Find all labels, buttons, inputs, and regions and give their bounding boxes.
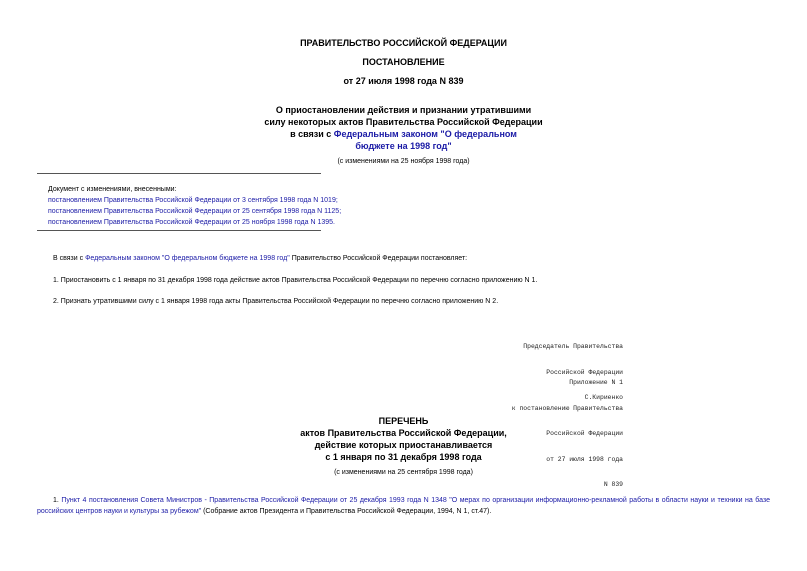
document-date-number: от 27 июля 1998 года N 839 <box>343 76 464 86</box>
title-line-1: О приостановлении действия и признании утратившими <box>275 105 532 115</box>
changes-intro: Документ с изменениями, внесенными: <box>48 186 177 193</box>
divider-bottom <box>37 230 321 231</box>
list-item-1-source: (Собрание актов Президента и Правительства Российской Федерации, 1994, N 1, ст.47). <box>201 508 492 515</box>
document-type: ПОСТАНОВЛЕНИЕ <box>362 57 445 67</box>
title-line-3 <box>0 128 807 140</box>
title-line-2: силу некоторых актов Правительства Российской Федерации <box>264 117 543 127</box>
amendment-link-1019[interactable]: постановлением Правительства Российской Федерации от 3 сентября 1998 года N 1019; <box>48 197 338 204</box>
list-title: ПЕРЕЧЕНЬ <box>378 416 429 426</box>
signature-country: Российской Федерации <box>546 368 623 376</box>
title-line-3-prefix: в связи с <box>290 129 334 139</box>
amendments-note: (с изменениями на 25 ноября 1998 года) <box>337 158 470 165</box>
appendix-doc-number: N 839 <box>603 481 623 488</box>
appendix-date: от 27 июля 1998 года <box>546 455 623 463</box>
appendix-to-resolution: к постановлению Правительства <box>511 404 623 412</box>
signature-position: Председатель Правительства <box>523 343 623 350</box>
preamble <box>53 253 467 264</box>
preamble-prefix: В связи с <box>53 255 86 262</box>
list-item-1-number: 1. <box>53 497 62 504</box>
government-heading: ПРАВИТЕЛЬСТВО РОССИЙСКОЙ ФЕДЕРАЦИИ <box>300 38 507 48</box>
federal-law-link[interactable]: Федеральным законом "О федеральном <box>333 129 517 139</box>
federal-law-link-continued[interactable]: бюджете на 1998 год" <box>355 141 452 151</box>
appendix-country: Российской Федерации <box>546 430 623 437</box>
amendment-link-1395[interactable]: постановлением Правительства Российской Федерации от 25 ноября 1998 года N 1395. <box>48 219 335 226</box>
resolution-item-1: 1. Приостановить с 1 января по 31 декабря 1998 года действие актов Правительства Российской Федерации по перечню согласно приложению N 1. <box>53 277 538 284</box>
list-subtitle-1: актов Правительства Российской Федерации, <box>300 428 507 438</box>
list-amendments-note: (с изменениями на 25 сентября 1998 года) <box>334 469 473 476</box>
title-line-4 <box>0 140 807 152</box>
preamble-suffix: Правительство Российской Федерации постановляет: <box>289 255 468 262</box>
appendix-number: Приложение N 1 <box>569 379 623 386</box>
resolution-item-2: 2. Признать утратившими силу с 1 января 1998 года акты Правительства Российской Федерации по перечню согласно приложению N 2. <box>53 298 499 305</box>
list-item-1 <box>37 495 770 517</box>
list-subtitle-2: действие которых приостанавливается <box>314 440 493 450</box>
preamble-law-link[interactable]: Федеральным законом "О федеральном бюджете на 1998 год" <box>85 255 290 262</box>
divider-top <box>37 173 321 174</box>
amendment-link-1125[interactable]: постановлением Правительства Российской Федерации от 25 сентября 1998 года N 1125; <box>48 208 342 215</box>
signature-name: С.Кириенко <box>584 394 623 401</box>
list-subtitle-3: с 1 января по 31 декабря 1998 года <box>325 452 482 462</box>
list-item-1-link[interactable]: Пункт 4 постановления Совета Министров - Правительства Российской Федерации от 25 декабря 1993 года N 1348 "О мерах по организации информационно-рекламной работы в области науки и техники на базе российских центров науки и культуры за рубежом" <box>37 497 770 515</box>
